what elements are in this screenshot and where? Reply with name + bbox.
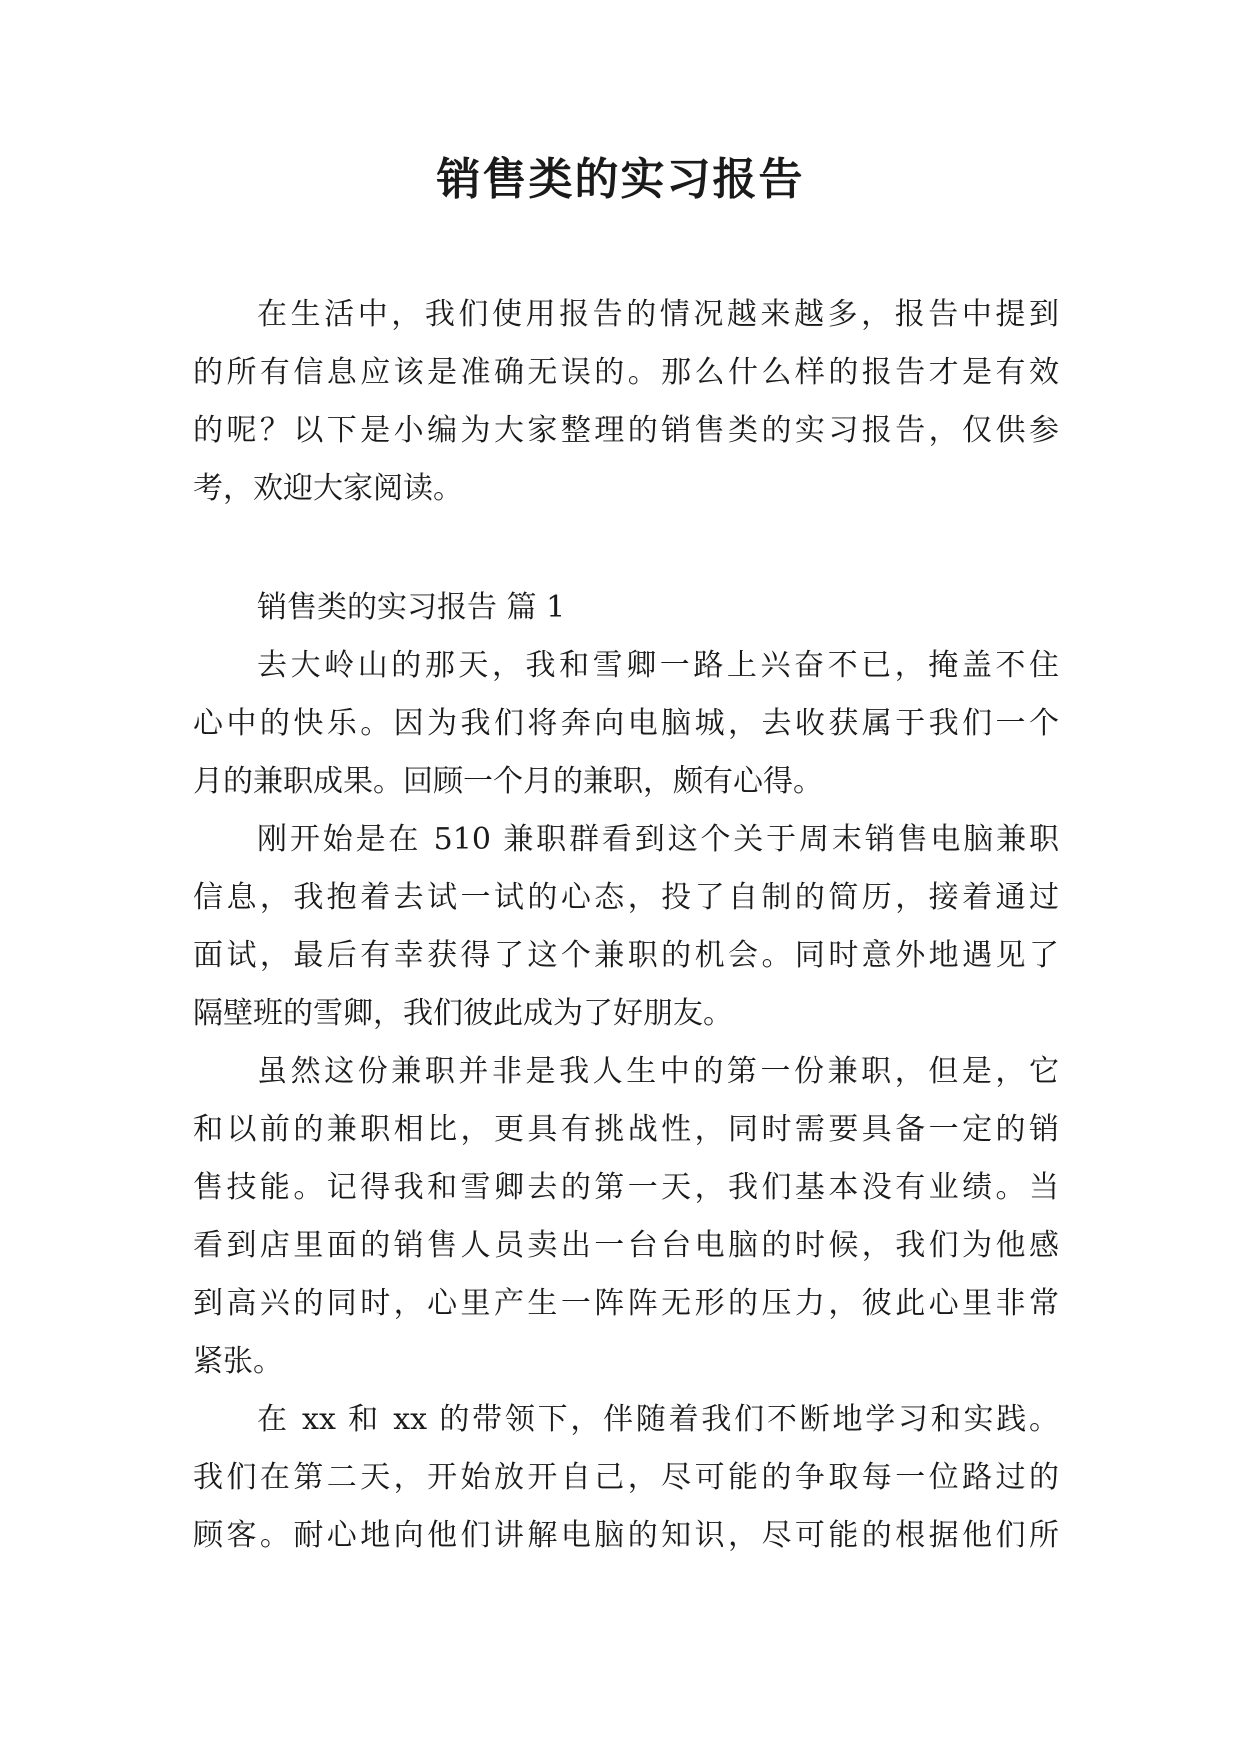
text-line: 售技能。记得我和雪卿去的第一天，我们基本没有业绩。当 <box>193 1170 1059 1205</box>
intro-paragraph <box>193 286 1059 518</box>
text-line: 的所有信息应该是准确无误的。那么什么样的报告才是有效 <box>193 355 1059 390</box>
text-line: 和以前的兼职相比，更具有挑战性，同时需要具备一定的销 <box>193 1112 1059 1147</box>
text-line: 虽然这份兼职并非是我人生中的第一份兼职，但是，它 <box>257 1054 1059 1089</box>
text-line: 去大岭山的那天，我和雪卿一路上兴奋不已，掩盖不住 <box>257 648 1059 683</box>
spacer <box>193 518 1059 579</box>
text-line: 在生活中，我们使用报告的情况越来越多，报告中提到 <box>257 297 1059 332</box>
text-line: 到高兴的同时，心里产生一阵阵无形的压力，彼此心里非常 <box>193 1286 1059 1321</box>
text-line: 面试，最后有幸获得了这个兼职的机会。同时意外地遇见了 <box>193 938 1059 973</box>
text-line: 刚开始是在 510 兼职群看到这个关于周末销售电脑兼职 <box>257 822 1059 857</box>
text-line: 信息，我抱着去试一试的心态，投了自制的简历，接着通过 <box>193 880 1059 915</box>
text-line: 我们在第二天，开始放开自己，尽可能的争取每一位路过的 <box>193 1460 1059 1495</box>
document-title: 销售类的实习报告 <box>436 154 805 205</box>
text-line: 隔壁班的雪卿，我们彼此成为了好朋友。 <box>193 996 733 1031</box>
text-line: 心中的快乐。因为我们将奔向电脑城，去收获属于我们一个 <box>193 706 1059 741</box>
text-line: 的呢？以下是小编为大家整理的销售类的实习报告，仅供参 <box>193 413 1059 448</box>
paragraph <box>193 1391 1059 1565</box>
section-heading: 销售类的实习报告 篇 1 <box>257 590 566 625</box>
paragraph <box>193 1043 1059 1391</box>
text-line: 月的兼职成果。回顾一个月的兼职，颇有心得。 <box>193 764 823 799</box>
text-line: 在 xx 和 xx 的带领下，伴随着我们不断地学习和实践。 <box>257 1402 1059 1437</box>
paragraph <box>193 637 1059 811</box>
paragraph <box>193 811 1059 1043</box>
text-line: 看到店里面的销售人员卖出一台台电脑的时候，我们为他感 <box>193 1228 1059 1263</box>
text-line: 顾客。耐心地向他们讲解电脑的知识，尽可能的根据他们所 <box>193 1518 1059 1553</box>
text-line: 紧张。 <box>193 1344 283 1379</box>
text-line: 考，欢迎大家阅读。 <box>193 471 463 506</box>
document-body <box>193 286 1059 1565</box>
